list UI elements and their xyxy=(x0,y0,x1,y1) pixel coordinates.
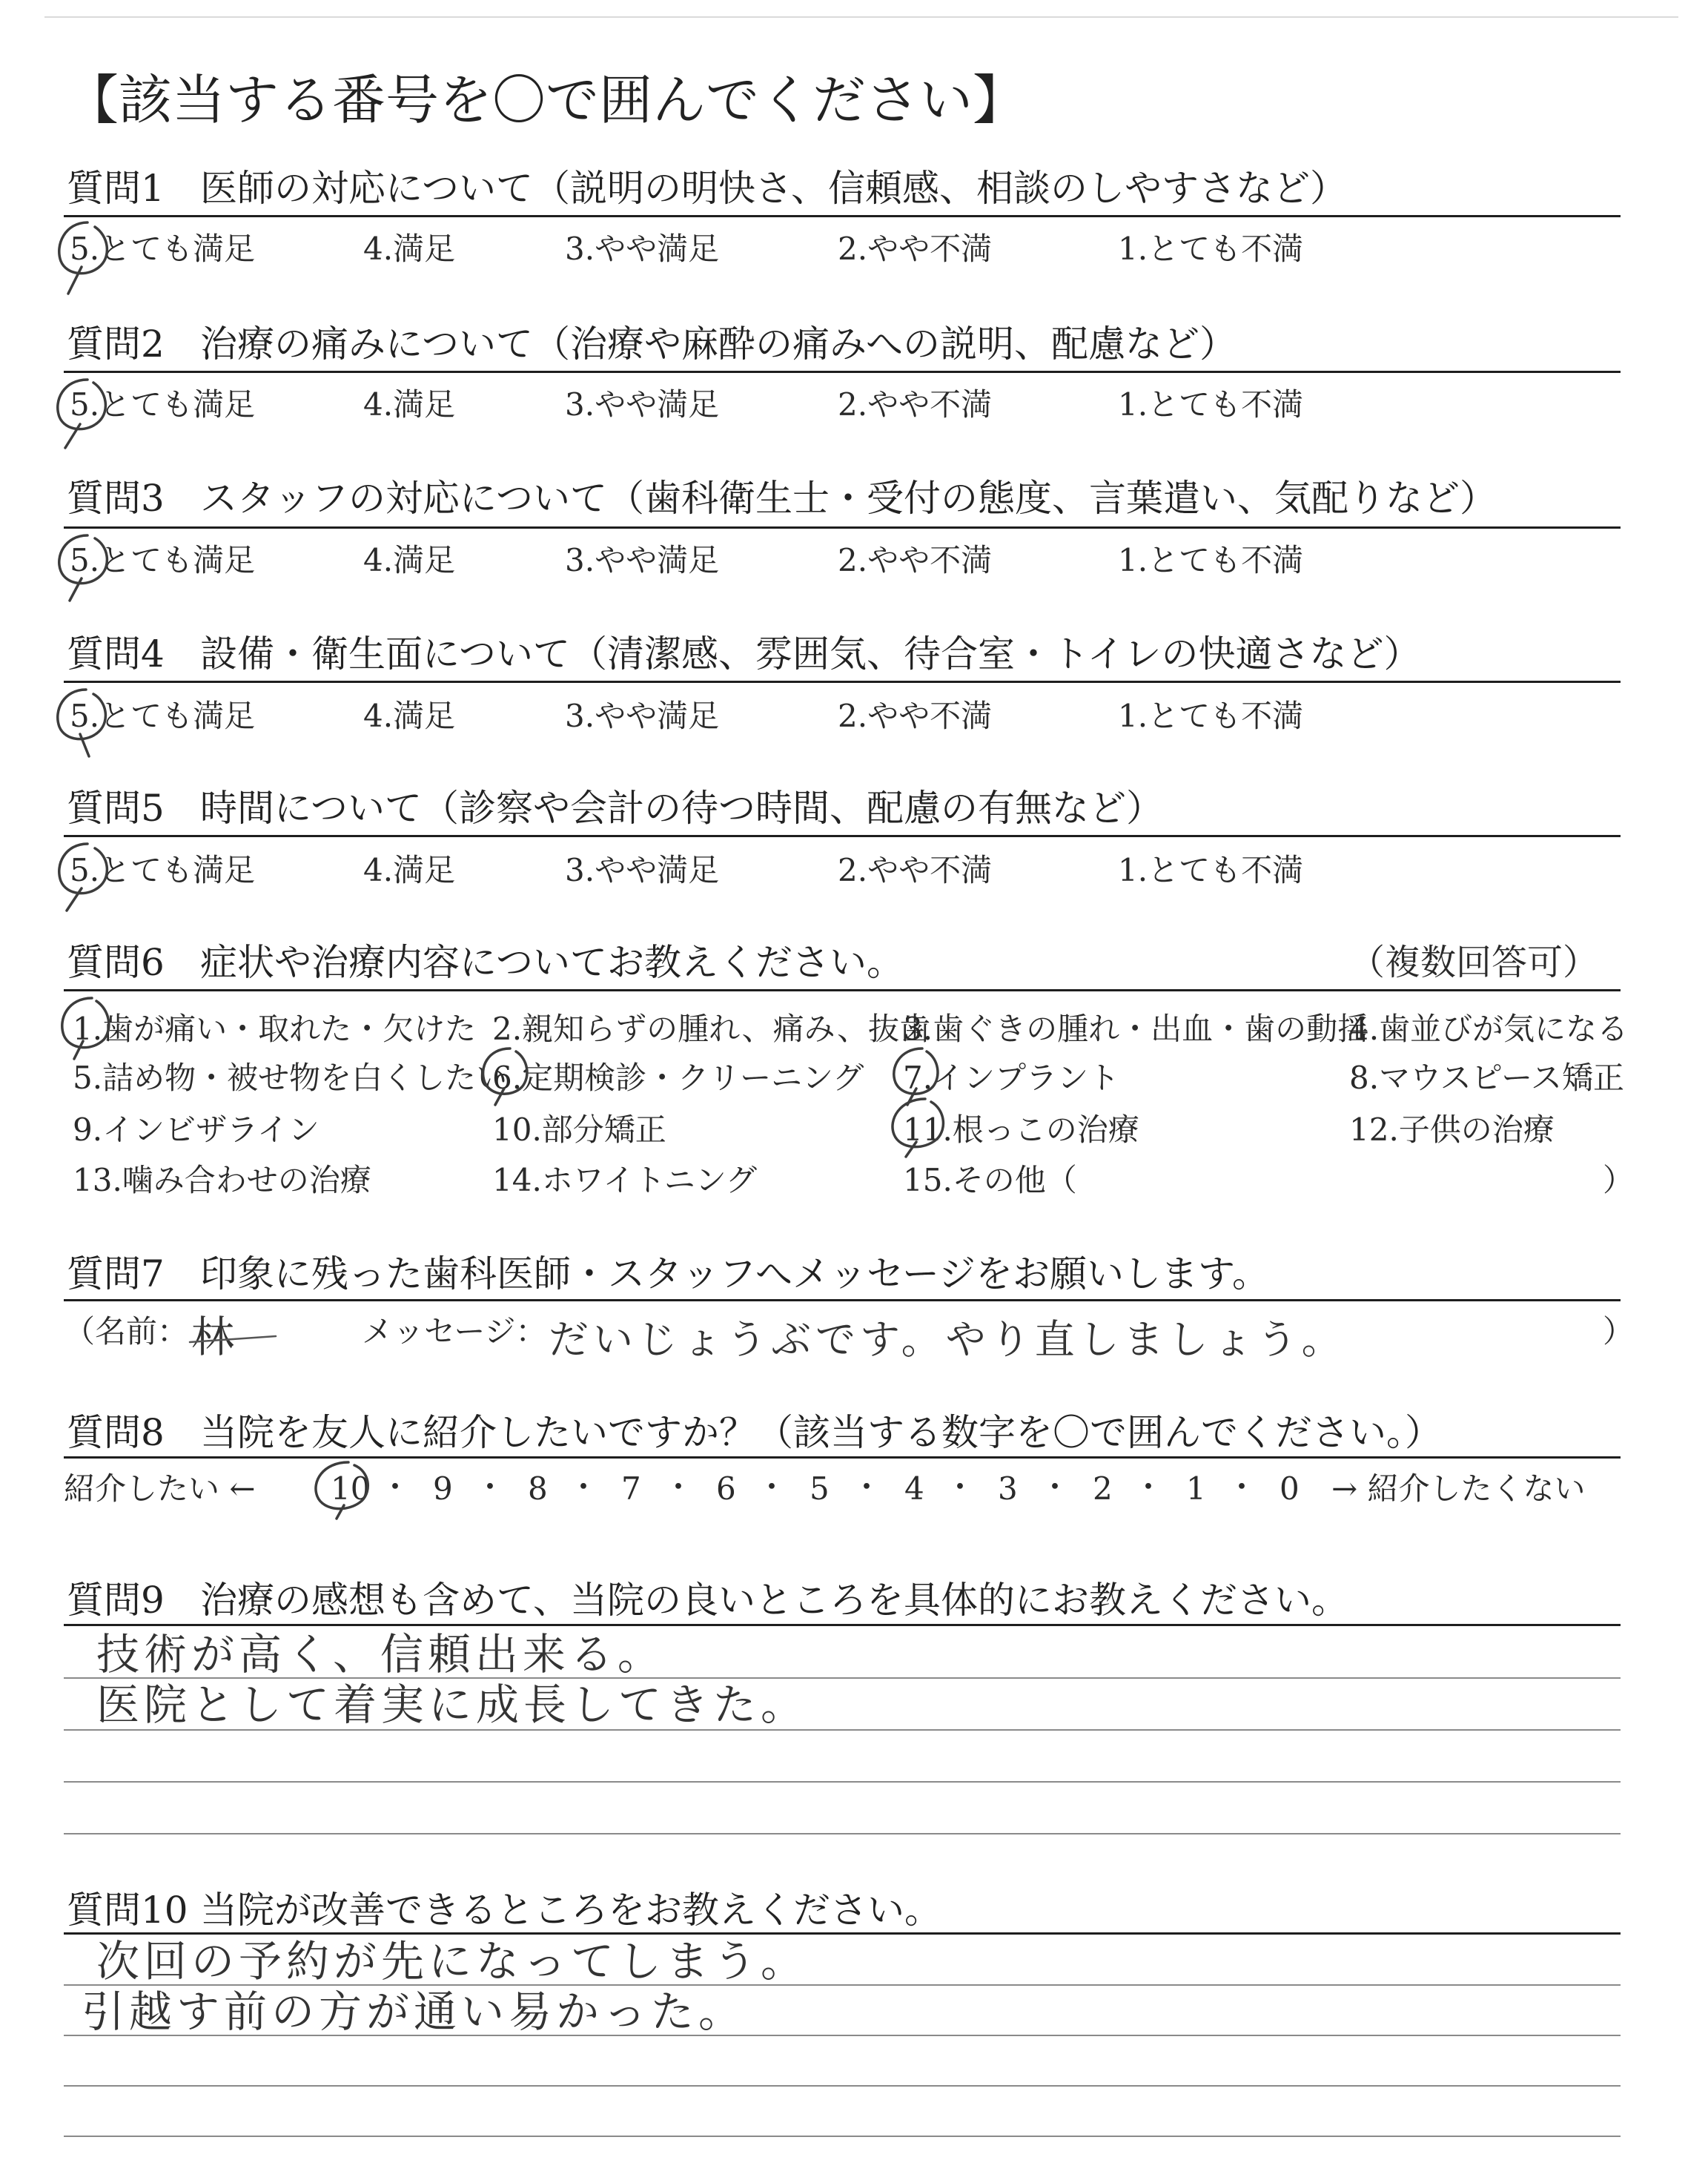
q4-option-2[interactable]: 2.やや不満 xyxy=(838,698,993,734)
q8-separator-dot: ・ xyxy=(663,1469,695,1505)
q1-option-3[interactable]: 3.やや満足 xyxy=(565,231,720,267)
q6-other-close-paren: ） xyxy=(1603,1162,1635,1198)
q8-scale-4[interactable]: 4 xyxy=(904,1470,924,1507)
multiple-answers-note: （複数回答可） xyxy=(1349,942,1599,983)
question-4-text: 設備・衛生面について（清潔感、雰囲気、待合室・トイレの快適さなど） xyxy=(200,633,1421,676)
q5-selection-circle xyxy=(59,844,107,911)
question-4-number: 質問4 xyxy=(67,633,165,676)
q9-answer-line-1[interactable]: 技術が高く、信頼出来る。 xyxy=(96,1629,665,1680)
q6-item6-selection-circle xyxy=(483,1048,527,1105)
q6-item-12[interactable]: 12.子供の治療 xyxy=(1349,1112,1555,1148)
q6-item-2[interactable]: 2.親知らずの腫れ、痛み、抜歯 xyxy=(492,1011,931,1047)
q2-option-5[interactable]: 5.とても満足 xyxy=(70,386,256,423)
q6-item1-selection-circle xyxy=(62,998,109,1059)
q1-option-4[interactable]: 4.満足 xyxy=(363,231,456,267)
q8-scale-6[interactable]: 6 xyxy=(716,1470,736,1507)
q4-option-3[interactable]: 3.やや満足 xyxy=(565,698,720,734)
q6-item7-selection-circle xyxy=(894,1048,938,1105)
q5-option-5[interactable]: 5.とても満足 xyxy=(70,852,256,888)
q1-option-2[interactable]: 2.やや不満 xyxy=(838,231,993,267)
q1-option-5[interactable]: 5.とても満足 xyxy=(70,231,256,267)
q8-separator-dot: ・ xyxy=(1226,1469,1258,1505)
q3-option-5[interactable]: 5.とても満足 xyxy=(70,542,256,578)
q8-separator-dot: ・ xyxy=(474,1469,506,1505)
q8-separator-dot: ・ xyxy=(1039,1469,1071,1505)
q8-left-label: 紹介したい ← xyxy=(64,1470,256,1507)
q6-item-5[interactable]: 5.詰め物・被せ物を白くしたい xyxy=(73,1060,508,1096)
question-7-text: 印象に残った歯科医師・スタッフへメッセージをお願いします。 xyxy=(200,1252,1269,1295)
q2-option-1[interactable]: 1.とても不満 xyxy=(1118,386,1304,423)
q3-selection-circle xyxy=(59,535,107,601)
q2-selection-circle xyxy=(58,380,106,448)
question-8-number: 質問8 xyxy=(67,1411,165,1454)
q7-name-underline-stroke xyxy=(190,1336,276,1342)
q6-item11-selection-circle xyxy=(893,1099,943,1157)
q1-option-1[interactable]: 1.とても不満 xyxy=(1118,231,1304,267)
question-9-text: 治療の感想も含めて、当院の良いところを具体的にお教えください。 xyxy=(200,1579,1348,1622)
q1-selection-circle xyxy=(59,222,107,294)
q8-separator-dot: ・ xyxy=(756,1469,788,1505)
q8-scale-2[interactable]: 2 xyxy=(1093,1470,1113,1507)
q8-scale-3[interactable]: 3 xyxy=(998,1470,1018,1507)
q8-separator-dot: ・ xyxy=(1133,1469,1165,1505)
question-8-text: 当院を友人に紹介したいですか？（該当する数字を〇で囲んでください。） xyxy=(200,1411,1442,1454)
q3-option-4[interactable]: 4.満足 xyxy=(363,542,456,578)
q8-right-label: → 紹介したくない xyxy=(1331,1470,1586,1507)
q2-option-2[interactable]: 2.やや不満 xyxy=(838,386,993,423)
q5-option-4[interactable]: 4.満足 xyxy=(363,852,456,888)
q4-option-1[interactable]: 1.とても不満 xyxy=(1118,698,1304,734)
q3-option-3[interactable]: 3.やや満足 xyxy=(565,542,720,578)
q6-item-3[interactable]: 3.歯ぐきの腫れ・出血・歯の動揺 xyxy=(903,1011,1369,1047)
q6-item-14[interactable]: 14.ホワイトニング xyxy=(492,1162,758,1198)
q8-scale-0[interactable]: 0 xyxy=(1280,1470,1300,1507)
q6-item-11[interactable]: 11.根っこの治療 xyxy=(903,1112,1139,1148)
q6-item-6[interactable]: 6.定期検診・クリーニング xyxy=(492,1060,864,1096)
question-2-number: 質問2 xyxy=(67,323,165,366)
q6-item-7[interactable]: 7.インプラント xyxy=(903,1060,1120,1096)
q8-scale-10[interactable]: 10 xyxy=(331,1470,371,1507)
q7-message-label: メッセージ： xyxy=(362,1313,547,1350)
q6-item-15[interactable]: 15.その他（ xyxy=(903,1162,1077,1198)
q5-option-3[interactable]: 3.やや満足 xyxy=(565,852,720,888)
question-5-number: 質問5 xyxy=(67,787,165,830)
question-1-text: 医師の対応について（説明の明快さ、信頼感、相談のしやすさなど） xyxy=(200,167,1347,210)
q3-option-1[interactable]: 1.とても不満 xyxy=(1118,542,1304,578)
q7-name-label: （名前： xyxy=(64,1313,189,1350)
q8-separator-dot: ・ xyxy=(944,1469,976,1505)
question-9-number: 質問9 xyxy=(67,1579,165,1622)
q6-item-13[interactable]: 13.噛み合わせの治療 xyxy=(73,1162,371,1198)
question-10-number: 質問10 xyxy=(67,1889,188,1932)
q10-answer-line-2[interactable]: 引越す前の方が通い易かった。 xyxy=(82,1986,747,2037)
q5-option-2[interactable]: 2.やや不満 xyxy=(838,852,993,888)
question-6-text: 症状や治療内容についてお教えください。 xyxy=(200,941,904,984)
q9-answer-line-2[interactable]: 医院として着実に成長してきた。 xyxy=(96,1680,809,1730)
q6-item-10[interactable]: 10.部分矯正 xyxy=(492,1112,666,1148)
question-6-number: 質問6 xyxy=(67,941,165,984)
q6-item-8[interactable]: 8.マウスピース矯正 xyxy=(1349,1060,1625,1096)
q6-item-4[interactable]: 4.歯並びが気になる xyxy=(1349,1011,1629,1047)
question-7-number: 質問7 xyxy=(67,1252,165,1295)
q6-item-9[interactable]: 9.インビザライン xyxy=(73,1112,320,1148)
q6-item-1[interactable]: 1.歯が痛い・取れた・欠けた xyxy=(73,1011,477,1047)
q4-selection-circle xyxy=(58,690,106,756)
q8-scale-5[interactable]: 5 xyxy=(810,1470,830,1507)
q7-close-paren: ） xyxy=(1603,1313,1635,1350)
q8-scale-1[interactable]: 1 xyxy=(1186,1470,1206,1507)
question-10-text: 当院が改善できるところをお教えください。 xyxy=(200,1889,941,1932)
page-title: 【該当する番号を〇で囲んでください】 xyxy=(65,69,1027,131)
q3-option-2[interactable]: 2.やや不満 xyxy=(838,542,993,578)
question-5-text: 時間について（診察や会計の待つ時間、配慮の有無など） xyxy=(200,787,1163,830)
q8-selection-circle xyxy=(316,1462,371,1519)
q8-scale-9[interactable]: 9 xyxy=(433,1470,453,1507)
q2-option-3[interactable]: 3.やや満足 xyxy=(565,386,720,423)
question-2-text: 治療の痛みについて（治療や麻酔の痛みへの説明、配慮など） xyxy=(200,323,1237,366)
q4-option-4[interactable]: 4.満足 xyxy=(363,698,456,734)
q7-name-handwritten[interactable]: 林 xyxy=(191,1312,239,1362)
q8-separator-dot: ・ xyxy=(568,1469,600,1505)
q8-separator-dot: ・ xyxy=(380,1469,411,1505)
q8-scale-7[interactable]: 7 xyxy=(621,1470,641,1507)
question-1-number: 質問1 xyxy=(67,167,165,210)
q5-option-1[interactable]: 1.とても不満 xyxy=(1118,852,1304,888)
q2-option-4[interactable]: 4.満足 xyxy=(363,386,456,423)
q10-answer-line-1[interactable]: 次回の予約が先になってしまう。 xyxy=(96,1936,809,1986)
question-3-text: スタッフの対応について（歯科衛生士・受付の態度、言葉遣い、気配りなど） xyxy=(200,477,1497,520)
q7-message-handwritten[interactable]: だいじょうぶです。やり直しましょう。 xyxy=(549,1316,1346,1363)
q8-separator-dot: ・ xyxy=(851,1469,883,1505)
q8-scale-8[interactable]: 8 xyxy=(528,1470,548,1507)
question-3-number: 質問3 xyxy=(67,477,165,520)
q4-option-5[interactable]: 5.とても満足 xyxy=(70,698,256,734)
